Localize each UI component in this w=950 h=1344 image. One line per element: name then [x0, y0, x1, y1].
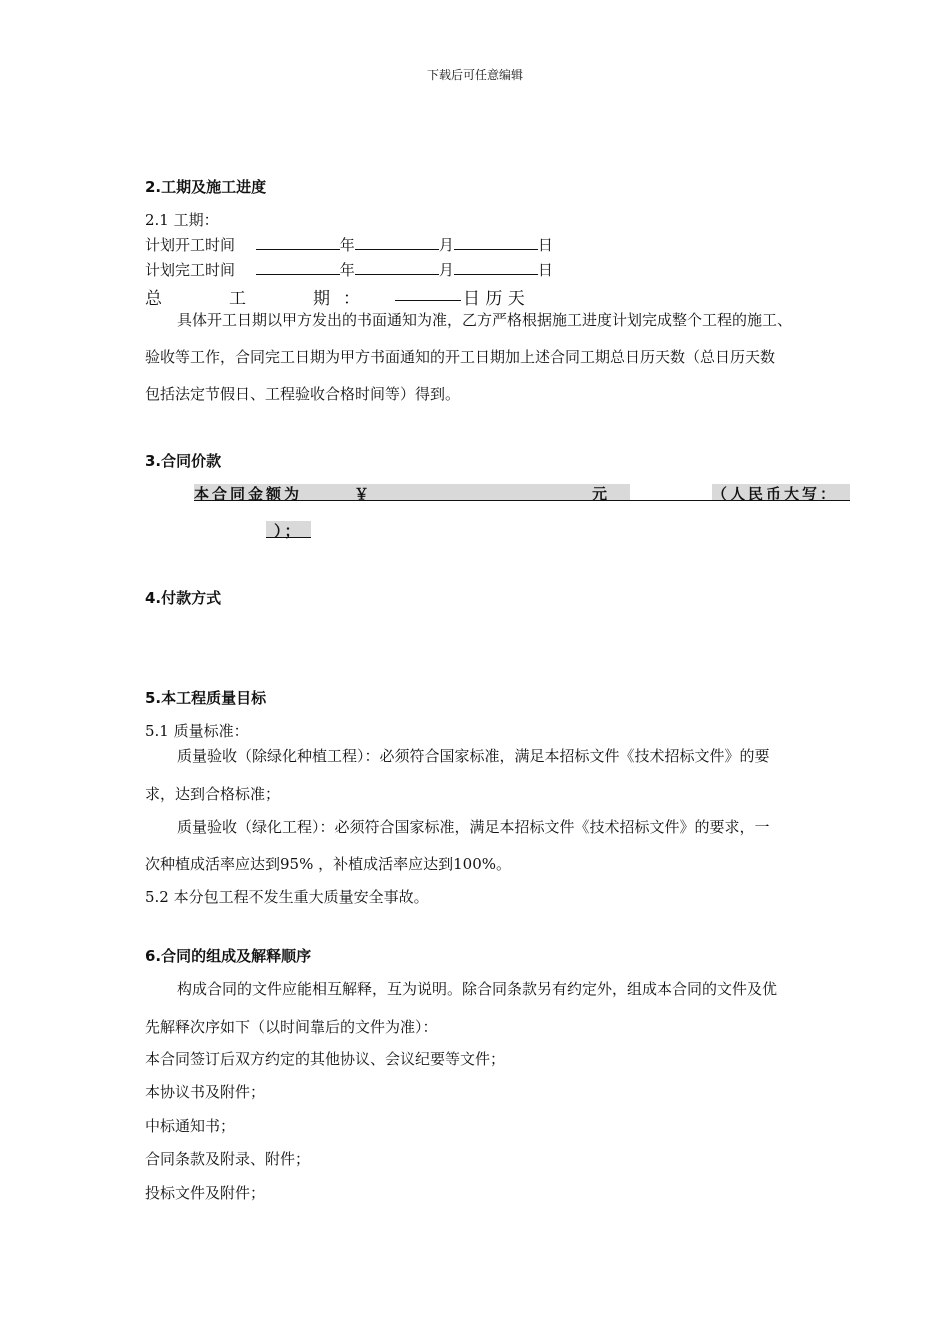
planned-end-row — [145, 259, 553, 280]
planned-start-label: 计划开工时间 — [145, 236, 236, 254]
yuan-label: 元 — [592, 485, 611, 503]
total-days-blank[interactable] — [395, 286, 461, 301]
section-5-2-label: 5.2 本分包工程不发生重大质量安全事故。 — [145, 888, 429, 906]
document-list-item: 本合同签订后双方约定的其他协议、会议纪要等文件； — [145, 1050, 506, 1068]
start-day-blank[interactable] — [454, 235, 538, 250]
total-char: 总 — [145, 289, 162, 309]
document-list-item: 中标通知书； — [145, 1117, 236, 1135]
total-char: ： — [343, 289, 360, 309]
total-char: 工 — [229, 289, 246, 309]
section-2-heading: 2.工期及施工进度 — [145, 178, 267, 196]
day-label: 日 — [537, 261, 553, 279]
year-label: 年 — [339, 261, 355, 279]
rmb-uppercase-label: （人民币大写： — [712, 485, 839, 503]
total-char: 期 — [313, 289, 330, 309]
calendar-days-label: 日 历 天 — [463, 289, 525, 309]
year-label: 年 — [339, 236, 355, 254]
quality-line: 次种植成活率应达到95% ，补植成活率应达到100%。 — [145, 855, 511, 873]
amount-close: ）； — [274, 522, 303, 540]
document-list-item: 投标文件及附件； — [145, 1184, 266, 1202]
quality-line: 求，达到合格标准； — [145, 785, 281, 803]
contract-amount-label: 本合同金额为 — [194, 485, 303, 503]
day-label: 日 — [537, 236, 553, 254]
month-label: 月 — [438, 261, 454, 279]
end-day-blank[interactable] — [454, 260, 538, 275]
section-6-heading: 6.合同的组成及解释顺序 — [145, 947, 312, 965]
planned-end-label: 计划完工时间 — [145, 261, 236, 279]
section-2-1-label: 2.1 工期： — [145, 211, 219, 229]
order-paragraph-line: 构成合同的文件应能相互解释，互为说明。除合同条款另有约定外，组成本合同的文件及优 — [177, 980, 778, 998]
amount-gap — [630, 484, 712, 501]
month-label: 月 — [438, 236, 454, 254]
section-5-1-label: 5.1 质量标准： — [145, 722, 249, 740]
order-paragraph-line: 先解释次序如下（以时间靠后的文件为准）： — [145, 1018, 438, 1036]
planned-start-row — [145, 234, 553, 255]
document-list-item: 本协议书及附件； — [145, 1083, 266, 1101]
schedule-paragraph-line: 具体开工日期以甲方发出的书面通知为准，乙方严格根据施工进度计划完成整个工程的施工、 — [177, 311, 793, 329]
schedule-paragraph-line: 包括法定节假日、工程验收合格时间等）得到。 — [145, 385, 461, 403]
quality-line: 质量验收（除绿化种植工程）：必须符合国家标准，满足本招标文件《技术招标文件》的要 — [177, 747, 770, 765]
document-list-item: 合同条款及附录、附件； — [145, 1150, 311, 1168]
section-5-heading: 5.本工程质量目标 — [145, 689, 267, 707]
quality-line: 质量验收（绿化工程）：必须符合国家标准，满足本招标文件《技术招标文件》的要求，一 — [177, 818, 770, 836]
start-year-blank[interactable] — [256, 235, 340, 250]
page-header: 下载后可任意编辑 — [426, 68, 523, 82]
schedule-paragraph-line: 验收等工作，合同完工日期为甲方书面通知的开工日期加上述合同工期总日历天数（总日历天数 — [145, 348, 776, 366]
section-3-heading: 3.合同价款 — [145, 452, 222, 470]
yen-symbol: ￥ — [354, 485, 373, 503]
start-month-blank[interactable] — [355, 235, 439, 250]
section-4-heading: 4.付款方式 — [145, 589, 222, 607]
end-year-blank[interactable] — [256, 260, 340, 275]
end-month-blank[interactable] — [355, 260, 439, 275]
